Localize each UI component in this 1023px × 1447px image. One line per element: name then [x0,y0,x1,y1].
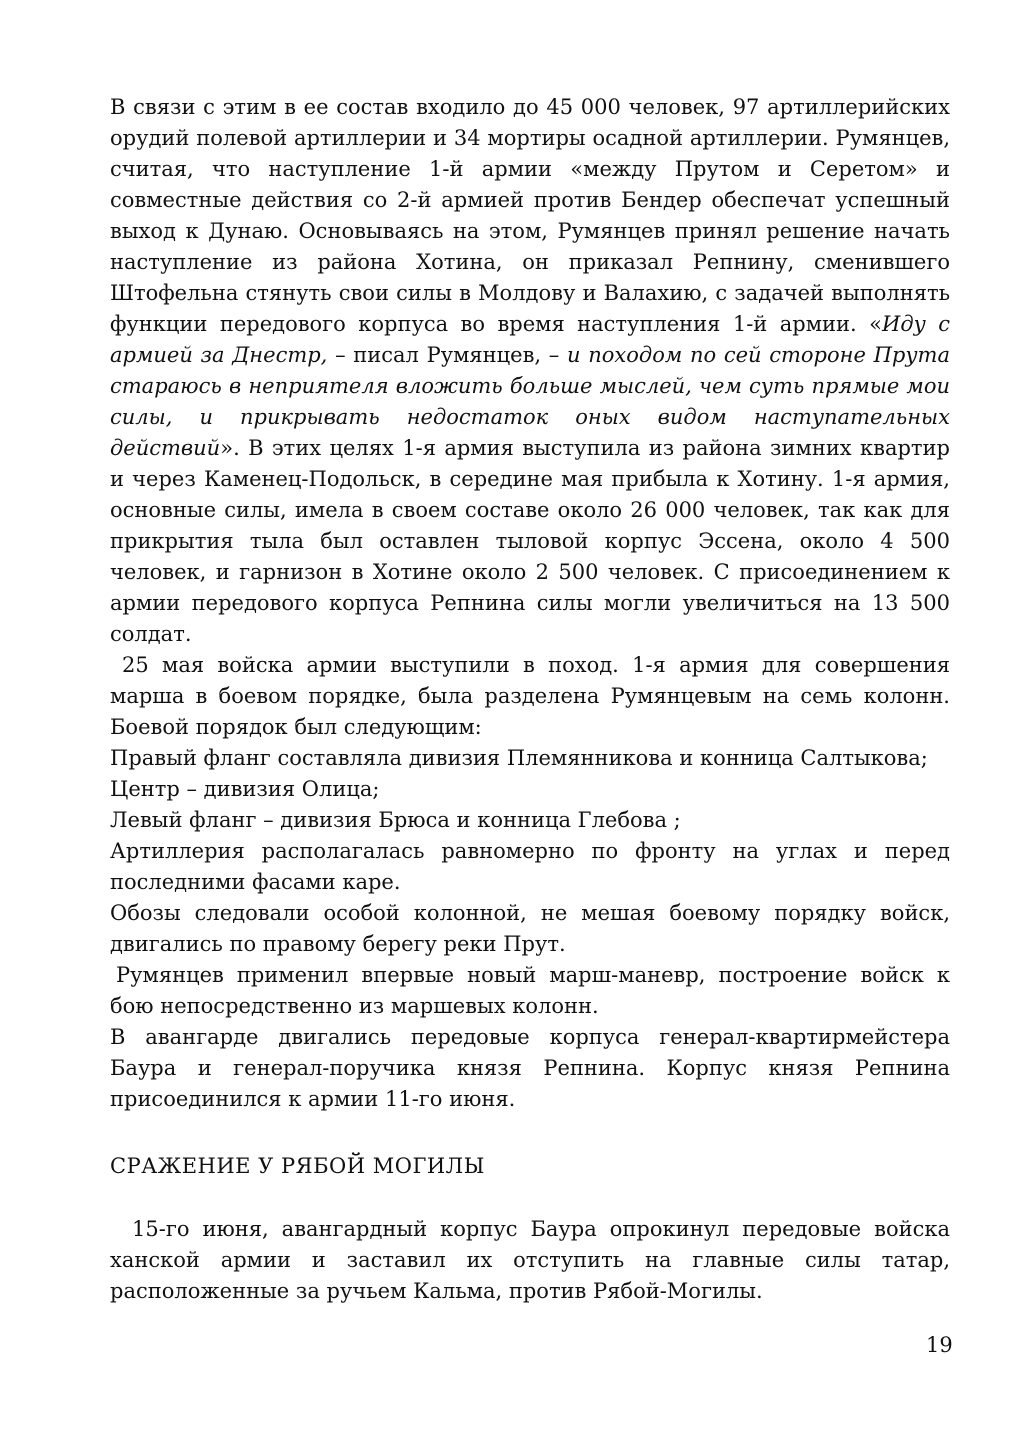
paragraph-10: 15-го июня, авангардный корпус Баура опрокинул передовые войска ханской армии и заставил их отступить на главные силы татар, расположенные за ручьем Кальма, против Рябой-Могилы. [110,1217,950,1303]
paragraph-1 [110,92,950,650]
paragraph-8: Румянцев применил впервые новый марш-маневр, построение войск к бою непосредственно из маршевых колонн. [110,963,950,1018]
paragraph-4: Центр – дивизия Олица; [110,777,380,801]
section-heading: СРАЖЕНИЕ У РЯБОЙ МОГИЛЫ [110,1154,485,1178]
paragraph-2: 25 мая войска армии выступили в поход. 1-я армия для совершения марша в боевом порядке, была разделена Румянцевым на семь колонн. Боевой порядок был следующим: [110,653,950,739]
paragraph-7: Обозы следовали особой колонной, не мешая боевому порядку войск, двигались по правому берегу реки Прут. [110,901,950,956]
page-number: 19 [926,1333,953,1357]
paragraph-5: Левый фланг – дивизия Брюса и конница Глебова ; [110,808,681,832]
paragraph-1-quote-2: и походом по сей стороне Прута стараюсь в неприятеля вложить больше мыслей, чем суть прямые мои силы, и прикрывать недостаток оных видом наступательных действий [110,343,950,460]
paragraph-9: В авангарде двигались передовые корпуса генерал-квартирмейстера Баура и генерал-поручика князя Репнина. Корпус князя Репнина присоединился к армии 11-го июня. [110,1025,950,1111]
paragraph-1-quote-1: Иду с армией за Днестр, [110,312,951,367]
paragraph-1-tail: ». В этих целях 1-я армия выступила из района зимних квартир и через Каменец-Подольск, в середине мая прибыла к Хотину. 1-я армия, основные силы, имела в своем составе около 26 000 человек, так как для прикрытия тыла был оставлен тыловой корпус Эссена, около 4 500 человек, и гарнизон в Хотине около 2 500 человек. С присоединением к армии передового корпуса Репнина силы могли увеличиться на 13 500 солдат. [110,436,950,646]
paragraph-1-mid: – писал Румянцев, – [327,343,567,367]
paragraph-3: Правый фланг составляла дивизия Племянникова и конница Салтыкова; [110,746,928,770]
paragraph-6: Артиллерия располагалась равномерно по фронту на углах и перед последними фасами каре. [110,839,950,894]
paragraph-1-text: В связи с этим в ее состав входило до 45 000 человек, 97 артиллерийских орудий полевой артиллерии и 34 мортиры осадной артиллерии. Румянцев, считая, что наступление 1-й армии «между Прутом и Серетом» и совместные действия со 2-й армией против Бендер обеспечат успешный выход к Дунаю. Основываясь на этом, Румянцев принял решение начать наступление из района Хотина, он приказал Репнину, сменившего Штофельна стянуть свои силы в Молдову и Валахию, с задачей выполнять функции передового корпуса во время наступления 1-й армии. « [110,95,950,336]
page-body [110,92,950,1307]
